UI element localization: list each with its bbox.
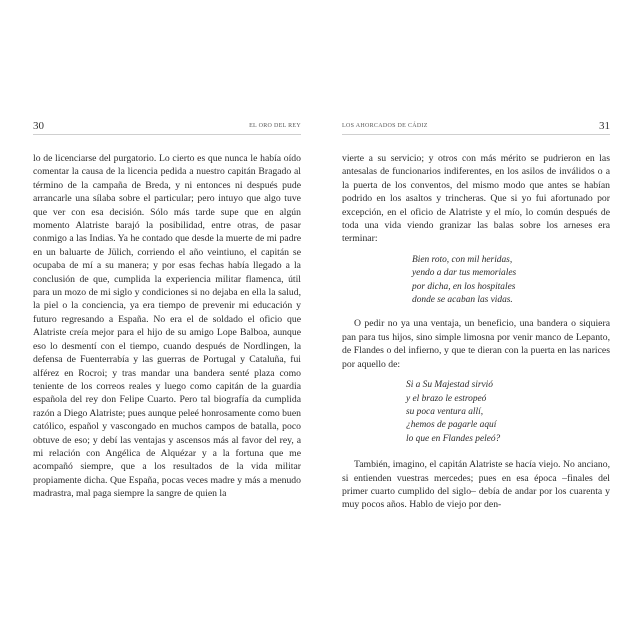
paragraph: O pedir no ya una ventaja, un beneficio, una bandera o siquiera pan para tus hijos, sino simple limosna por venir manco de Lepanto, de Flandes o del infierno, y que te dieran con la puerta en las narices por aquello de: (342, 318, 610, 370)
verse-line: ¿hemos de pagarle aquí (406, 420, 497, 431)
verse-line: yendo a dar tus memoriales (412, 268, 517, 279)
page-number-right: 31 (599, 120, 610, 132)
verse-line: su poca ventura allí, (406, 406, 484, 417)
right-page-body (342, 152, 610, 512)
verse-line: por dicha, en los hospitales (412, 281, 516, 292)
verse-line: Si a Su Majestad sirvió (406, 380, 493, 391)
paragraph: También, imagino, el capitán Alatriste se hacía viejo. No anciano, si entienden vuestras mercedes; pues en esa época –finales del primer cuarto cumplido del siglo– debía de andar por los cuarenta y muy pocos años. Hablo de viejo por den- (342, 459, 610, 511)
verse-line: donde se acaban las vidas. (412, 295, 513, 306)
verse-line: Bien roto, con mil heridas, (412, 254, 513, 265)
page-number-left: 30 (33, 120, 44, 132)
verse-quote (342, 254, 610, 308)
paragraph: lo de licenciarse del purgatorio. Lo cierto es que nunca le había oído comentar la causa de la licencia pedida a nuestro capitán Bragado al término de la campaña de Breda, y ni entonces ni después pude arrancarle una sílaba sobre el particular; pero intuyo que algo tuve que ver con esa decisión. Sólo más tarde supe que en algún momento Alatriste barajó la posibilidad, entre otras, de pasar conmigo a las Indias. Ya he contado que desde la muerte de mi padre en un baluarte de Jülich, corriendo el año veintiuno, el capitán se ocupaba de mí a su manera; y por esas fechas había llegado a la conclusión de que, cumplida la experiencia militar flamenca, útil para un mozo de mi siglo y condiciones si no dejaba en ella la salud, la piel o la conciencia, ya era tiempo de prevenir mi educación y futuro regresando a España. No era el de soldado el oficio que Alatriste creía mejor para el hijo de su amigo Lope Balboa, aunque eso lo desmentí con el tiempo, cuando después de Nordlingen, la defensa de Fuenterrabía y las guerras de Portugal y Cataluña, fui alférez en Rocroi; y tras mandar una bandera senté plaza como teniente de los correos reales y luego como capitán de la guardia española del rey don Felipe Cuarto. Pero tal biografía da cumplida razón a Diego Alatriste; pues aunque peleé honrosamente como buen católico, español y vascongado en muchos campos de batalla, poco obtuve de eso; y debí las ventajas y ascensos más al favor del rey, a mi relación con Angélica de Alquézar y a la fortuna que me acompañó siempre, que a los resultados de la vida militar propiamente dicha. Que España, pocas veces madre y más a menudo madrastra, mal paga siempre la sangre de quien la (33, 153, 301, 500)
left-page (33, 120, 301, 501)
left-page-header (33, 120, 301, 135)
verse-line: y el brazo le estropeó (406, 393, 487, 404)
verse-quote (342, 379, 610, 446)
left-page-body (33, 152, 301, 501)
paragraph: vierte a su servicio; y otros con más mérito se pudrieron en las antesalas de funcionarios indiferentes, en los asilos de inválidos o a la puerta de los conventos, del mismo modo que antes se habían podrido en los asaltos y trincheras. Que si yo fui afortunado por excepción, en el oficio de Alatriste y el mío, lo común después de toda una vida viendo granizar las balas sobre los arneses era terminar: (342, 153, 610, 245)
running-head-right: LOS AHORCADOS DE CÁDIZ (342, 123, 428, 129)
right-page (342, 120, 610, 512)
right-page-header (342, 120, 610, 135)
verse-line: lo que en Flandes peleó? (406, 433, 501, 444)
running-head-left: EL ORO DEL REY (249, 123, 301, 129)
